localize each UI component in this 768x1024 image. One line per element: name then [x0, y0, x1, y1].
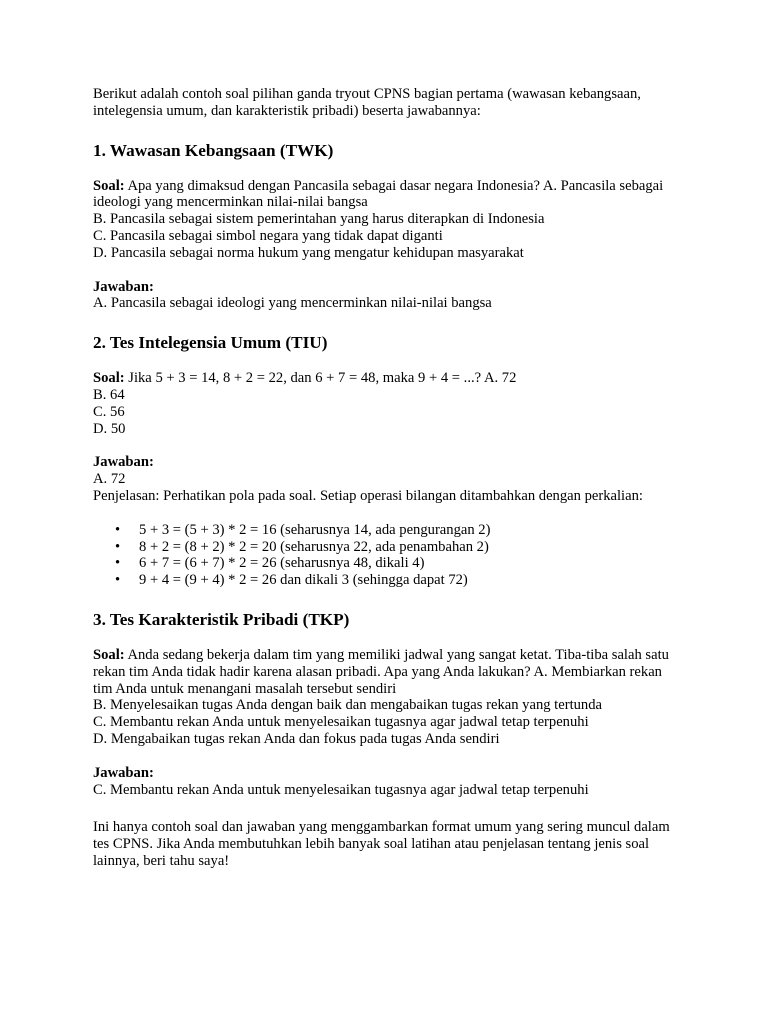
list-item: • 8 + 2 = (8 + 2) * 2 = 20 (seharusnya 22, ada penambahan 2)	[93, 539, 685, 556]
option-d: D. Pancasila sebagai norma hukum yang mengatur kehidupan masyarakat	[93, 244, 524, 261]
question-text	[93, 178, 685, 212]
answer-block	[93, 454, 685, 504]
section-tkp	[93, 610, 685, 798]
answer-text: C. Membantu rekan Anda untuk menyelesaikan tugasnya agar jadwal tetap terpenuhi	[93, 781, 589, 798]
option-d: D. Mengabaikan tugas rekan Anda dan fokus pada tugas Anda sendiri	[93, 730, 500, 747]
question-body: Apa yang dimaksud dengan Pancasila sebagai dasar negara Indonesia? A. Pancasila sebagai ideologi yang mencerminkan nilai-nilai bangsa	[93, 177, 664, 211]
option-b: B. Menyelesaikan tugas Anda dengan baik dan mengabaikan tugas rekan yang tertunda	[93, 697, 602, 714]
option-b: B. 64	[93, 386, 125, 403]
answer-text: A. 72	[93, 471, 126, 488]
intro-paragraph: Berikut adalah contoh soal pilihan ganda tryout CPNS bagian pertama (wawasan kebangsaan, intelegensia umum, dan karakteristik pribadi) beserta jawabannya:	[93, 86, 641, 119]
list-item: • 9 + 4 = (9 + 4) * 2 = 26 dan dikali 3 (sehingga dapat 72)	[93, 572, 685, 589]
answer-block	[93, 765, 685, 799]
section-heading: 1. Wawasan Kebangsaan (TWK)	[93, 140, 334, 160]
soal-label: Soal:	[93, 646, 125, 663]
jawaban-label: Jawaban:	[93, 454, 154, 471]
answer-block	[93, 279, 685, 313]
document-page	[93, 86, 685, 870]
question-block	[93, 370, 685, 437]
option-c: C. Membantu rekan Anda untuk menyelesaikan tugasnya agar jadwal tetap terpenuhi	[93, 714, 589, 731]
explanation-list	[93, 522, 685, 589]
question-text	[93, 647, 685, 697]
question-block	[93, 178, 685, 262]
option-c: C. Pancasila sebagai simbol negara yang tidak dapat diganti	[93, 227, 443, 244]
section-heading: 3. Tes Karakteristik Pribadi (TKP)	[93, 609, 350, 629]
option-b: B. Pancasila sebagai sistem pemerintahan yang harus diterapkan di Indonesia	[93, 211, 545, 228]
list-item: • 5 + 3 = (5 + 3) * 2 = 16 (seharusnya 14, ada pengurangan 2)	[93, 522, 685, 539]
closing-paragraph: Ini hanya contoh soal dan jawaban yang menggambarkan format umum yang sering muncul dalam tes CPNS. Jika Anda membutuhkan lebih banyak soal latihan atau penjelasan tentang jenis soal lainnya, beri tahu saya!	[93, 819, 670, 869]
soal-label: Soal:	[93, 370, 125, 387]
jawaban-label: Jawaban:	[93, 278, 154, 295]
jawaban-label: Jawaban:	[93, 764, 154, 781]
soal-label: Soal:	[93, 177, 125, 194]
section-tiu	[93, 333, 685, 589]
answer-text: A. Pancasila sebagai ideologi yang mencerminkan nilai-nilai bangsa	[93, 295, 492, 312]
question-block	[93, 647, 685, 748]
question-text	[93, 370, 685, 387]
question-body: Jika 5 + 3 = 14, 8 + 2 = 22, dan 6 + 7 = 48, maka 9 + 4 = ...? A. 72	[128, 370, 517, 387]
option-d: D. 50	[93, 420, 126, 437]
section-twk	[93, 141, 685, 313]
explanation-text: Penjelasan: Perhatikan pola pada soal. Setiap operasi bilangan ditambahkan dengan perkalian:	[93, 487, 643, 504]
section-heading: 2. Tes Intelegensia Umum (TIU)	[93, 333, 328, 353]
question-body: Anda sedang bekerja dalam tim yang memiliki jadwal yang sangat ketat. Tiba-tiba salah satu rekan tim Anda tidak hadir karena alasan pribadi. Apa yang Anda lakukan? A. Membiarkan rekan tim Anda untuk menangani masalah tersebut sendiri	[93, 646, 669, 697]
list-item: • 6 + 7 = (6 + 7) * 2 = 26 (seharusnya 48, dikali 4)	[93, 555, 685, 572]
option-c: C. 56	[93, 403, 125, 420]
